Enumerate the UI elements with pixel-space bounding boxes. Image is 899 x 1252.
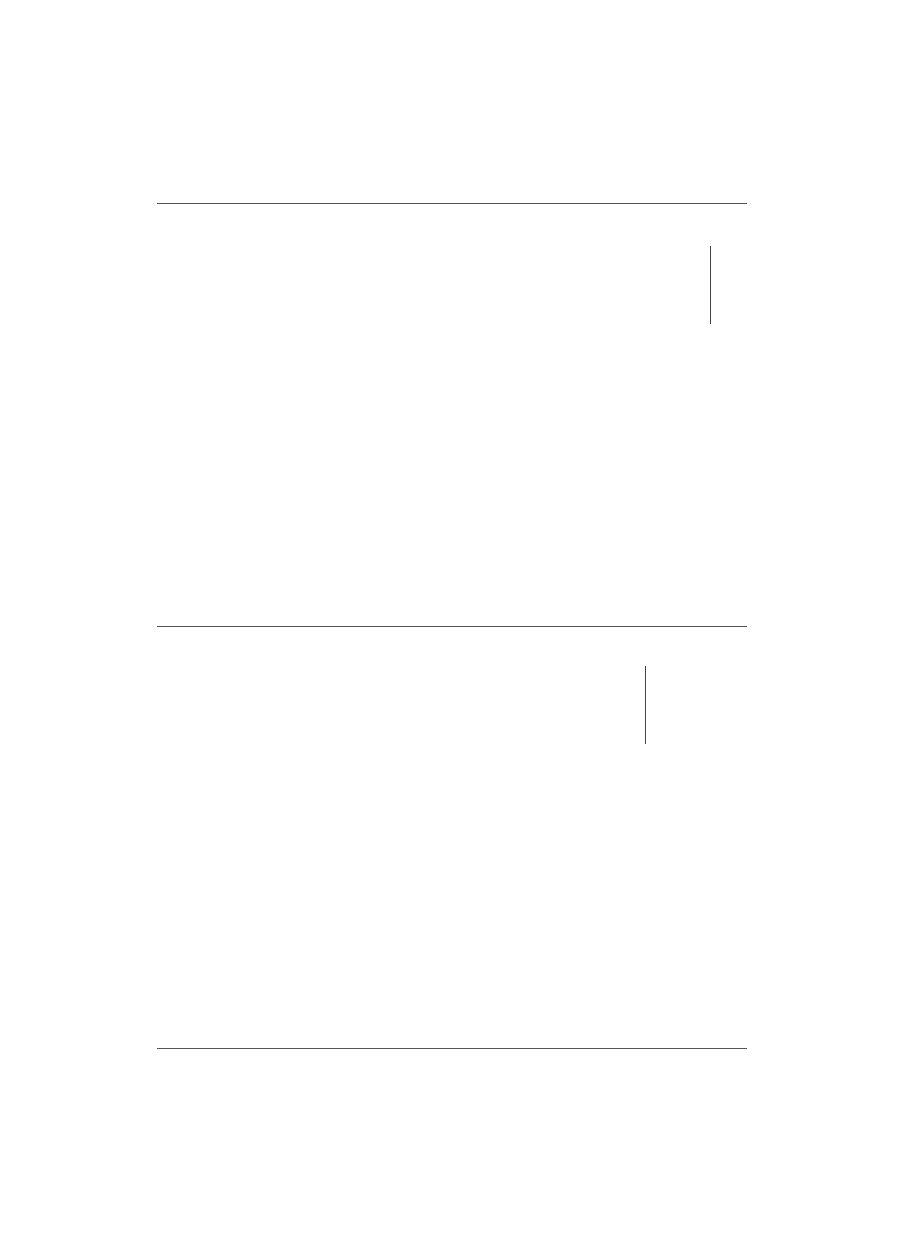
footnote-rule-bottom (645, 666, 646, 744)
footnote-rule-top (710, 246, 711, 324)
top-rule (157, 203, 747, 204)
bottom-rule (157, 1048, 747, 1049)
middle-rule (157, 626, 747, 627)
